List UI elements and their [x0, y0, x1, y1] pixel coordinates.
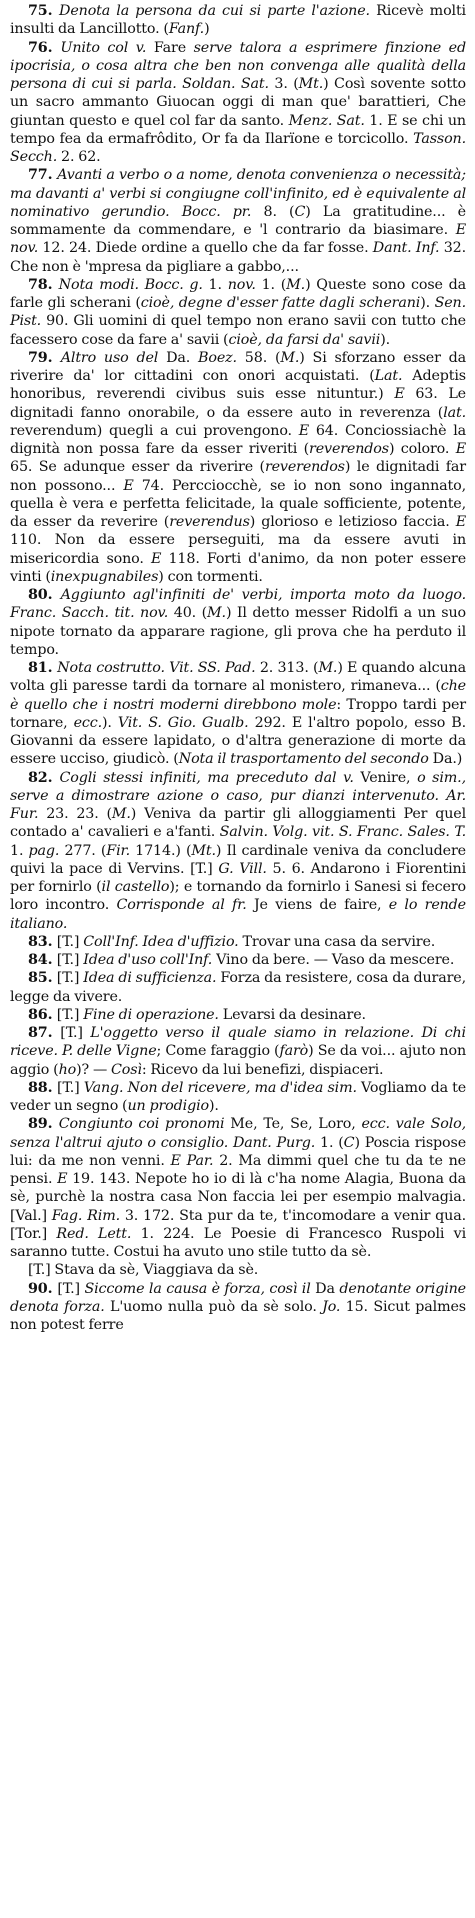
italic-text: M. [286, 276, 306, 293]
body-text: ) Il detto messer Ridolfi a un suo nipote tornato da apparare ragione, gli prova che ha perduto il tempo. [10, 605, 466, 658]
entry-paragraph [10, 39, 466, 167]
italic-text: Siccome la causa è forza, così il [84, 1280, 311, 1297]
italic-text: ecc. vale Solo, senza l'altrui ajuto o consiglio. Dant. Purg. [10, 1116, 466, 1151]
entry-paragraph [10, 1280, 466, 1335]
body-text: 65. Se adunque esser da riverire ( [10, 459, 265, 476]
italic-text: ho [58, 1061, 77, 1078]
body-text: )? — [76, 1061, 111, 1078]
body-text: 5. 6. Andarono i Fiorentini per fornirlo ( [10, 860, 466, 895]
entry-number: 77. [28, 167, 58, 184]
entry-paragraph [10, 659, 466, 769]
italic-text: serve talora a esprimere finzione ed ipocrisia, o cosa altra che ben non convenga alle qualità della persona di cui si parla. Soldan. Sat. [10, 39, 466, 92]
italic-text: Salvin. Volg. vit. S. Franc. Sales. T. [219, 824, 467, 841]
body-text: 1. E se chi un tempo fea da ermafrôdito, Or fa da Ilarïone e torcicollo. [10, 112, 466, 147]
body-text: 3. 172. Sta pur da te, t'incomodare a venir qua. [Tor.] [10, 1207, 466, 1242]
body-text: Vogliamo da te veder un segno ( [10, 1079, 466, 1114]
body-text: [T.] Stava da sè, Viaggiava da sè. [28, 1262, 259, 1279]
entry-number: 76. [28, 39, 61, 56]
italic-text: Idea di sufficienza. [83, 970, 217, 987]
italic-text: Fag. Rim. [51, 1207, 120, 1224]
italic-text: Fine di operazione. [83, 1006, 219, 1023]
italic-text: M. [280, 349, 300, 366]
body-text: 32. Che non è 'mpresa da pigliare a gabbo,... [10, 240, 467, 275]
body-text: Trovar una casa da servire. [238, 933, 436, 950]
entry-number: 89. [28, 1116, 59, 1133]
body-text: ). [420, 295, 435, 311]
entry-paragraph [10, 1024, 466, 1079]
italic-text: C [343, 1134, 355, 1151]
entry-paragraph [10, 276, 466, 349]
entry-paragraph [10, 349, 466, 586]
body-text: [T.] [56, 952, 84, 968]
body-text: ; Come faraggio ( [156, 1043, 280, 1060]
italic-text: M. [111, 806, 131, 822]
body-text: 2. 313. ( [255, 660, 319, 676]
body-text: 1. ( [315, 1134, 344, 1151]
entry-number: 88. [28, 1079, 58, 1096]
body-text: ) E quando alcuna volta gli paresse tardi da tornare al monistero, rimaneva... ( [10, 660, 466, 695]
italic-text: reverendos [309, 441, 389, 457]
italic-text: Fir. [106, 842, 130, 859]
italic-text: Red. Lett. [56, 1225, 132, 1242]
body-text: 15. Sicut palmes non potest ferre [10, 1298, 466, 1333]
body-text: ) glorioso e letizioso faccia. [249, 514, 456, 530]
body-text: 110. Non da essere perseguiti, ma da essere avuti in misericordia sono. [10, 532, 466, 567]
italic-text: Denota la persona da cui si parte l'azione. [59, 3, 370, 19]
italic-text: L'oggetto verso il quale siamo in relazione. Di chi riceve. P. delle Vigne [10, 1025, 466, 1060]
entry-paragraph [10, 969, 466, 1006]
entry-paragraph [10, 586, 466, 659]
body-text: Venire, [353, 769, 418, 786]
entry-number: 86. [28, 1006, 57, 1023]
body-text: Forza da resistere, cosa da durare, legge da vivere. [10, 970, 466, 1005]
italic-text: Avanti a verbo o a nome, denota convenienza o necessità; ma davanti a' verbi si congiugne coll'infinito, ed è equivalente al nominativo gerundio. Bocc. pr. [10, 167, 466, 220]
body-text: : Troppo tardi per tornare, [10, 696, 466, 731]
italic-text: denotante origine denota forza. [10, 1280, 466, 1315]
italic-text: Idea d'uso coll'Inf. [83, 952, 213, 968]
body-text: : Ricevo da lui benefizi, dispiaceri. [141, 1061, 384, 1078]
italic-text: Fanf. [168, 21, 205, 38]
entry-number: 78. [28, 276, 59, 293]
body-text: ) Poscia rispose lui: da me non venni. [10, 1134, 467, 1169]
entry-number: 85. [28, 970, 57, 987]
body-text: Da.) [428, 751, 463, 768]
body-text: ); e tornando da fornirlo i Sanesi si fecero loro incontro. [10, 879, 466, 914]
body-text: [T.] [57, 1280, 85, 1297]
italic-text: Congiunto coi pronomi [58, 1116, 225, 1133]
italic-text: Vit. S. Gio. Gualb. [117, 714, 249, 731]
italic-text: Tasson. Secch. [10, 130, 466, 165]
body-text: 118. Forti d'animo, da non poter essere vinti ( [10, 550, 467, 585]
italic-text: lat. [443, 404, 466, 421]
body-text: [T.] [56, 1006, 84, 1023]
body-text: ). [380, 331, 391, 348]
body-text: Fare [146, 39, 194, 56]
italic-text: reverendus [169, 514, 250, 530]
italic-text: E nov. [10, 222, 466, 257]
body-text: Vino da bere. — Vaso da mescere. [212, 952, 455, 968]
italic-text: il castello [101, 879, 170, 895]
italic-text: Unito col v. [60, 39, 147, 56]
italic-text: Dant. Inf. [372, 240, 440, 257]
body-text: 1. [202, 276, 228, 293]
body-text: 2. Ma dimmi quel che tu da te ne pensi. [10, 1152, 466, 1187]
italic-text: cioè, da farsi da' savii [228, 331, 381, 348]
body-text: Me, Te, Se, Loro, [224, 1116, 362, 1133]
entry-number: 82. [28, 769, 60, 786]
entry-paragraph [10, 1079, 466, 1116]
entry-number: 83. [28, 933, 57, 950]
italic-text: Mt. [298, 76, 324, 92]
body-text: ) [204, 21, 210, 38]
italic-text: Lat. [374, 368, 403, 384]
italic-text: M. [207, 605, 226, 622]
entry-number: 87. [28, 1025, 61, 1041]
italic-text: E [394, 386, 405, 403]
body-text: 1. ( [255, 276, 287, 293]
body-text: [T.] [56, 933, 84, 950]
italic-text: Menz. Sat. [288, 112, 365, 129]
italic-text: E [150, 550, 162, 567]
body-text: ). [208, 1098, 219, 1114]
italic-text: E [455, 441, 466, 457]
body-text: 1. [10, 842, 29, 859]
italic-text: Cogli stessi infiniti, ma preceduto dal v. [59, 769, 354, 786]
italic-text: E [123, 477, 134, 494]
italic-text: E [455, 514, 466, 530]
italic-text: Così [111, 1061, 142, 1078]
italic-text: Corrisponde al fr. [116, 897, 247, 914]
body-text: 40. ( [168, 605, 208, 622]
entry-paragraph [10, 769, 466, 933]
italic-text: un prodigio [127, 1098, 209, 1114]
entry-paragraph [10, 1115, 466, 1261]
italic-text: E Par. [170, 1152, 214, 1169]
body-text: 23. 23. ( [38, 806, 112, 822]
italic-text: o sim., serve a dimostrare azione o caso, pur dianzi intervenuto. Ar. Fur. [10, 769, 466, 822]
body-text: ) Il cardinale veniva da concludere quivi la pace di Vervins. [T.] [10, 842, 466, 877]
body-text: ) La gratitudine... è sommamente da commendare, e 'l contrario da biasimare. [10, 203, 466, 238]
body-text: ) le dignitadi far non possono... [10, 459, 466, 494]
body-text: Da [310, 1280, 340, 1297]
italic-text: che è quello che i nostri moderni direbbono mole [10, 678, 466, 713]
italic-text: Coll'Inf. Idea d'uffizio. [83, 933, 239, 950]
entry-number: 80. [28, 587, 61, 603]
italic-text: Mt. [191, 842, 216, 859]
body-text: ). [102, 714, 118, 731]
body-text: [T.] [56, 970, 84, 987]
entry-number: 84. [28, 952, 57, 968]
body-text: Levarsi da desinare. [218, 1006, 366, 1023]
entry-number: 75. [28, 3, 60, 19]
entry-paragraph [10, 951, 466, 969]
italic-text: E [298, 422, 310, 439]
body-text: ) Così sovente sotto un sacro ammanto Giuocan oggi di man que' barattieri, Che giuntan questo e quel col far da santo. [10, 76, 466, 129]
entry-paragraph [10, 166, 466, 276]
body-text: 2. 62. [57, 149, 101, 165]
entry-paragraph [10, 2, 466, 39]
italic-text: Nota costrutto. Vit. SS. Pad. [57, 660, 256, 676]
body-text: Da. [158, 349, 199, 366]
body-text: Ricevè molti insulti da Lancillotto. ( [10, 3, 466, 38]
entry-paragraph [10, 933, 466, 951]
italic-text: e lo rende italiano. [10, 897, 466, 932]
italic-text: farò [279, 1043, 309, 1060]
body-text: 1714.) ( [130, 842, 192, 859]
italic-text: Nota il trasportamento del secondo [178, 751, 429, 768]
italic-text: ecc. [73, 714, 102, 731]
body-text: ) coloro. [388, 441, 456, 457]
body-text: ) Veniva da partir gli alloggiamenti Per quel contado a' cavalieri e a'fanti. [10, 806, 467, 841]
body-text: 64. Conciossiachè la dignità non possa fare da esser riveriti ( [10, 422, 466, 457]
italic-text: Altro uso del [60, 349, 159, 366]
italic-text: M. [318, 660, 338, 676]
entry-paragraph [10, 1006, 466, 1024]
body-text: [T.] [60, 1025, 91, 1041]
italic-text: pag. [28, 842, 60, 859]
body-text: 3. ( [268, 76, 299, 92]
italic-text: Vang. Non del ricevere, ma d'idea sim. [83, 1079, 357, 1096]
body-text: 63. Le dignitadi fanno onorabile, o da essere auto in reverenza ( [10, 386, 466, 421]
body-text: 19. 143. Nepote ho io di là c'ha nome Alagia, Buona da sè, purchè la nostra casa Non faccia lei per esempio malvagia. [Val.] [10, 1171, 466, 1224]
body-text: ) Queste sono cose da farle gli scherani ( [10, 276, 466, 311]
body-text: ) Se da voi... ajuto non aggio ( [10, 1043, 466, 1078]
body-text: 58. ( [236, 349, 281, 366]
body-text: 1. 224. Le Poesie di Francesco Ruspoli vi saranno tutte. Costui ha avuto uno stile tutto da sè. [10, 1225, 466, 1260]
body-text: 90. Gli uomini di quel tempo non erano savii con tutto che facessero cose da fare a' savii ( [10, 313, 466, 348]
entry-number: 81. [28, 660, 58, 676]
body-text: Adeptis honoribus, reverendi civibus suis esse nituntur.) [10, 368, 466, 403]
entry-number: 79. [28, 349, 61, 366]
body-text: ) con tormenti. [158, 568, 263, 585]
italic-text: G. Vill. [218, 860, 267, 877]
entry-paragraph [10, 1261, 466, 1279]
italic-text: Jo. [322, 1298, 341, 1315]
italic-text: Sen. Pist. [10, 295, 466, 330]
body-text: ) Si sforzano esser da riverire da' lor cittadini con onori acquistati. ( [10, 349, 466, 384]
body-text: 277. ( [59, 842, 107, 859]
entry-number: 90. [28, 1280, 58, 1297]
italic-text: Nota modi. Bocc. g. [58, 276, 203, 293]
body-text: 8. ( [251, 203, 295, 220]
italic-text: nov. [227, 276, 256, 293]
italic-text: reverendos [264, 459, 345, 476]
italic-text: E [57, 1171, 68, 1187]
italic-text: inexpugnabiles [50, 568, 159, 585]
body-text: 74. Percciocchè, se io non sono ingannato, quella è vera e perfetta felicitade, la quale sofficiente, potente, da esser da reverire ( [10, 477, 466, 530]
italic-text: Boez. [198, 349, 237, 366]
body-text: reverendum) quegli a cui provengono. [10, 422, 299, 439]
body-text: 12. 24. Diede ordine a quello che da far fosse. [38, 240, 373, 257]
italic-text: Aggiunto agl'infiniti de' verbi, importa moto da luogo. Franc. Sacch. tit. nov. [10, 587, 466, 622]
body-text: L'uomo nulla può da sè solo. [104, 1298, 323, 1315]
body-text: [T.] [57, 1079, 84, 1096]
body-text: 292. E l'altro popolo, esso B. Giovanni da essere lapidato, o d'altra generazione di morte da essere ucciso, giudicò. ( [10, 714, 467, 768]
body-text: Je viens de faire, [246, 897, 389, 914]
italic-text: C [294, 203, 306, 220]
italic-text: cioè, degne d'esser fatte dagli scherani [140, 295, 421, 311]
